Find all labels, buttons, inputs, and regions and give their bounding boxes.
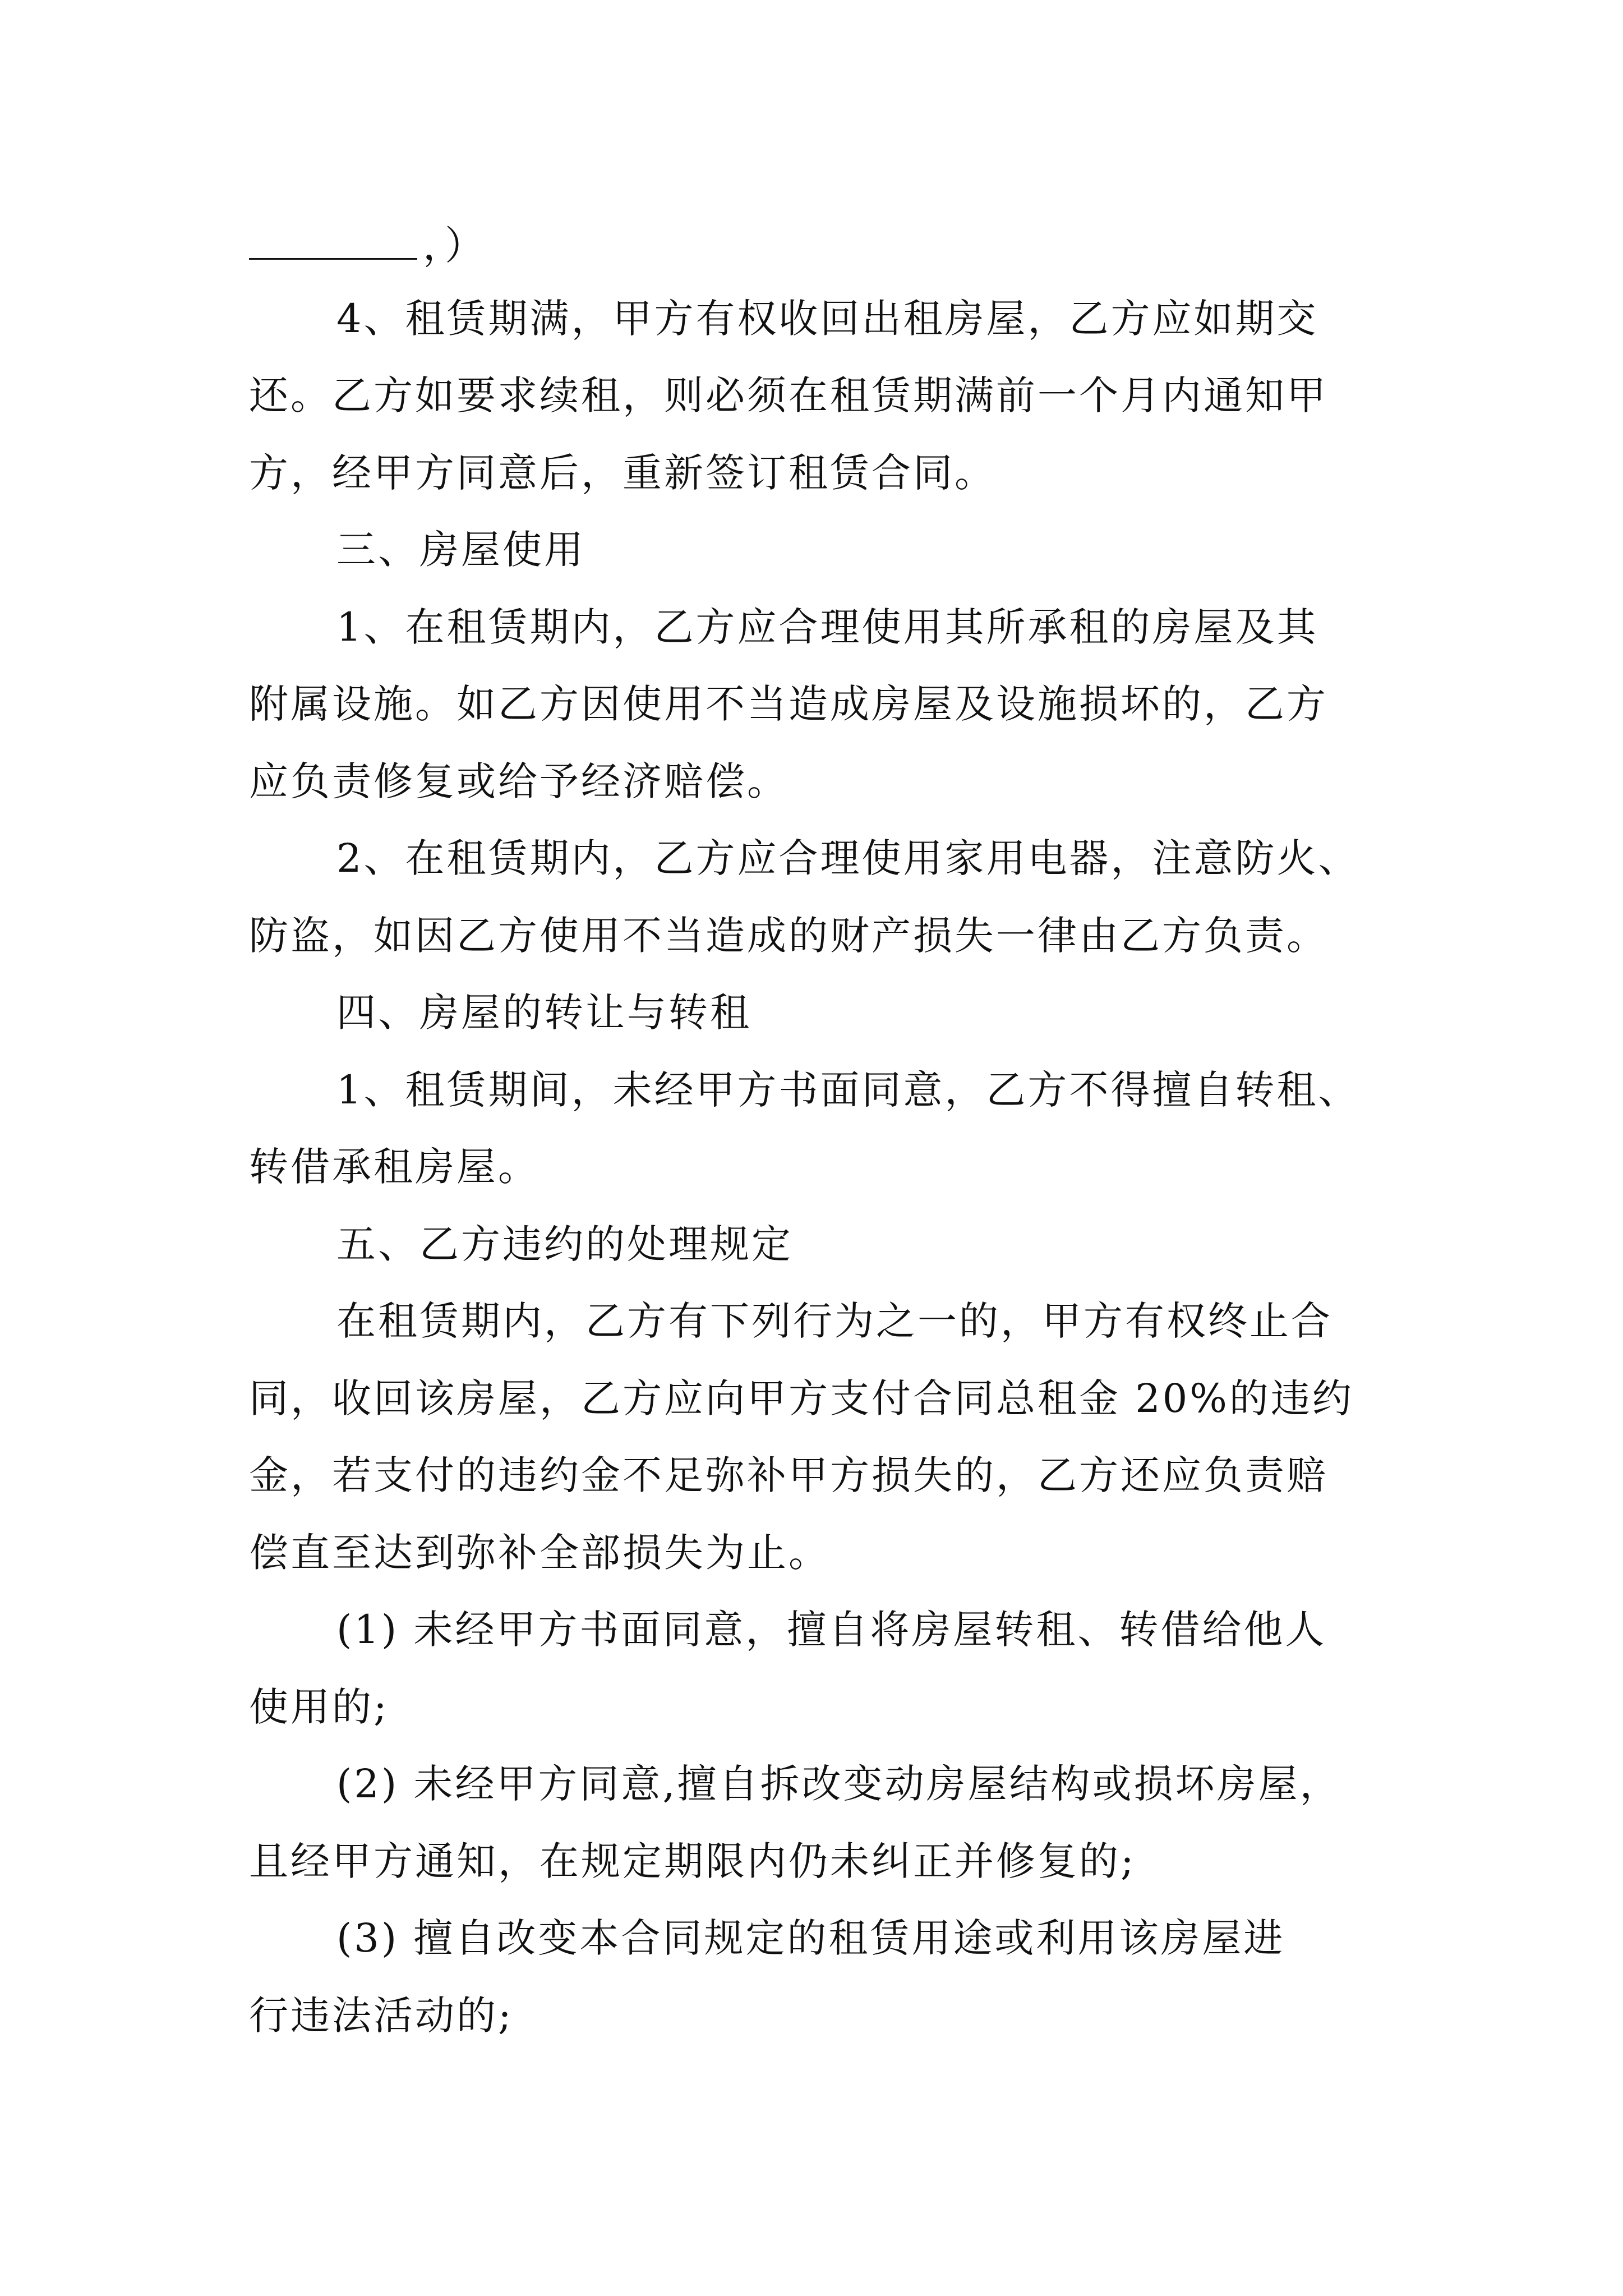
blank-tail-text: ，） <box>423 223 486 269</box>
s3-clause-1-line-1: 1、在租赁期内，乙方应合理使用其所承租的房屋及其 <box>336 604 1318 650</box>
s3-clause-1-line-3: 应负责修复或给予经济赔偿。 <box>249 758 789 804</box>
section-3-heading: 三、房屋使用 <box>336 527 585 573</box>
clause-4-line-3: 方，经甲方同意后，重新签订租赁合同。 <box>249 450 996 496</box>
s5-para-line-3: 金，若支付的违约金不足弥补甲方损失的，乙方还应负责赔 <box>249 1452 1328 1498</box>
s5-para-line-1: 在租赁期内，乙方有下列行为之一的，甲方有权终止合 <box>336 1298 1332 1344</box>
clause-4-line-2: 还。乙方如要求续租，则必须在租赁期满前一个月内通知甲 <box>249 372 1328 418</box>
s5-item-3-line-1: (3) 擅自改变本合同规定的租赁用途或利用该房屋进 <box>336 1915 1285 1961</box>
fill-in-blank <box>249 218 417 260</box>
s5-para-line-4: 偿直至达到弥补全部损失为止。 <box>249 1530 830 1576</box>
section-5-heading: 五、乙方违约的处理规定 <box>336 1221 793 1267</box>
s4-clause-1-line-2: 转借承租房屋。 <box>249 1144 540 1190</box>
s5-item-3-line-2: 行违法活动的; <box>249 1993 514 2039</box>
s3-clause-1-line-2: 附属设施。如乙方因使用不当造成房屋及设施损坏的，乙方 <box>249 681 1328 727</box>
s5-item-2-line-1: (2) 未经甲方同意,擅自拆改变动房屋结构或损坏房屋， <box>336 1761 1341 1807</box>
s3-clause-2-line-2: 防盗，如因乙方使用不当造成的财产损失一律由乙方负责。 <box>249 913 1328 959</box>
s5-item-1-line-1: (1) 未经甲方书面同意，擅自将房屋转租、转借给他人 <box>336 1607 1327 1653</box>
s4-clause-1-line-1: 1、租赁期间，未经甲方书面同意，乙方不得擅自转租、 <box>336 1067 1360 1113</box>
s5-item-1-line-2: 使用的; <box>249 1684 389 1730</box>
s5-item-2-line-2: 且经甲方通知，在规定期限内仍未纠正并修复的; <box>249 1838 1136 1884</box>
blank-line-row <box>249 218 1393 274</box>
section-4-heading: 四、房屋的转让与转租 <box>336 990 751 1036</box>
clause-4-line-1: 4、租赁期满，甲方有权收回出租房屋，乙方应如期交 <box>336 296 1318 342</box>
s3-clause-2-line-1: 2、在租赁期内，乙方应合理使用家用电器，注意防火、 <box>336 835 1360 881</box>
s5-para-line-2: 同，收回该房屋，乙方应向甲方支付合同总租金 20%的违约 <box>249 1375 1354 1421</box>
